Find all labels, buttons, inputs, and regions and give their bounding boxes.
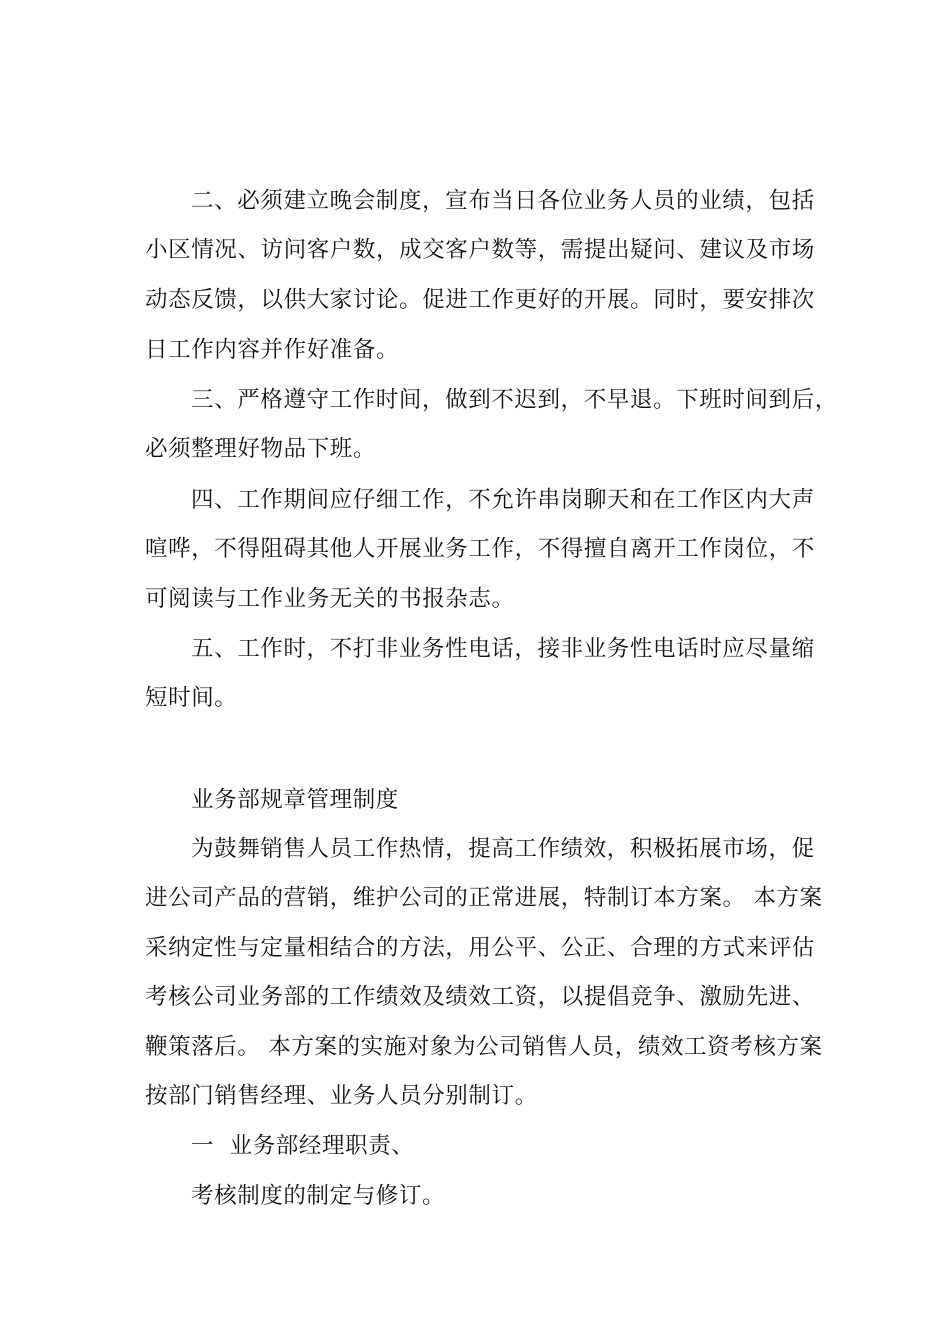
rule-5-line-2: 短时间。 (145, 685, 238, 711)
rule-5-line-1: 五、工作时，不打非业务性电话，接非业务性电话时应尽量缩 (191, 636, 815, 662)
item-1-heading: 一 业务部经理职责、 (191, 1133, 415, 1159)
intro-line-1: 为鼓舞销售人员工作热情，提高工作绩效，积极拓展市场，促 (191, 836, 815, 862)
rule-4-line-2: 喧哗，不得阻碍其他人开展业务工作，不得擅自离开工作岗位，不 (145, 536, 815, 562)
rule-2-line-4: 日工作内容并作好准备。 (145, 337, 400, 363)
intro-line-5: 鞭策落后。 本方案的实施对象为公司销售人员，绩效工资考核方案 (145, 1034, 823, 1060)
section-title: 业务部规章管理制度 (191, 787, 399, 813)
rule-2-line-2: 小区情况、访问客户数，成交客户数等，需提出疑问、建议及市场 (145, 237, 815, 263)
rule-4-line-1: 四、工作期间应仔细工作，不允许串岗聊天和在工作区内大声 (191, 487, 815, 513)
rule-4-line-3: 可阅读与工作业务无关的书报杂志。 (145, 586, 515, 612)
rule-2-line-1: 二、必须建立晚会制度，宣布当日各位业务人员的业绩，包括 (191, 188, 815, 214)
intro-line-3: 采纳定性与定量相结合的方法，用公平、公正、合理的方式来评估 (145, 935, 815, 961)
rule-2-line-3: 动态反馈，以供大家讨论。促进工作更好的开展。同时，要安排次 (145, 287, 815, 313)
item-1-text: 考核制度的制定与修订。 (191, 1183, 446, 1209)
rule-3-line-2: 必须整理好物品下班。 (145, 436, 377, 462)
rule-3-line-1: 三、严格遵守工作时间，做到不迟到，不早退。下班时间到后， (191, 387, 838, 413)
intro-line-4: 考核公司业务部的工作绩效及绩效工资，以提倡竞争、激励先进、 (145, 984, 815, 1010)
intro-line-6: 按部门销售经理、业务人员分别制订。 (145, 1083, 538, 1109)
intro-line-2: 进公司产品的营销，维护公司的正常进展，特制订本方案。 本方案 (145, 885, 823, 911)
